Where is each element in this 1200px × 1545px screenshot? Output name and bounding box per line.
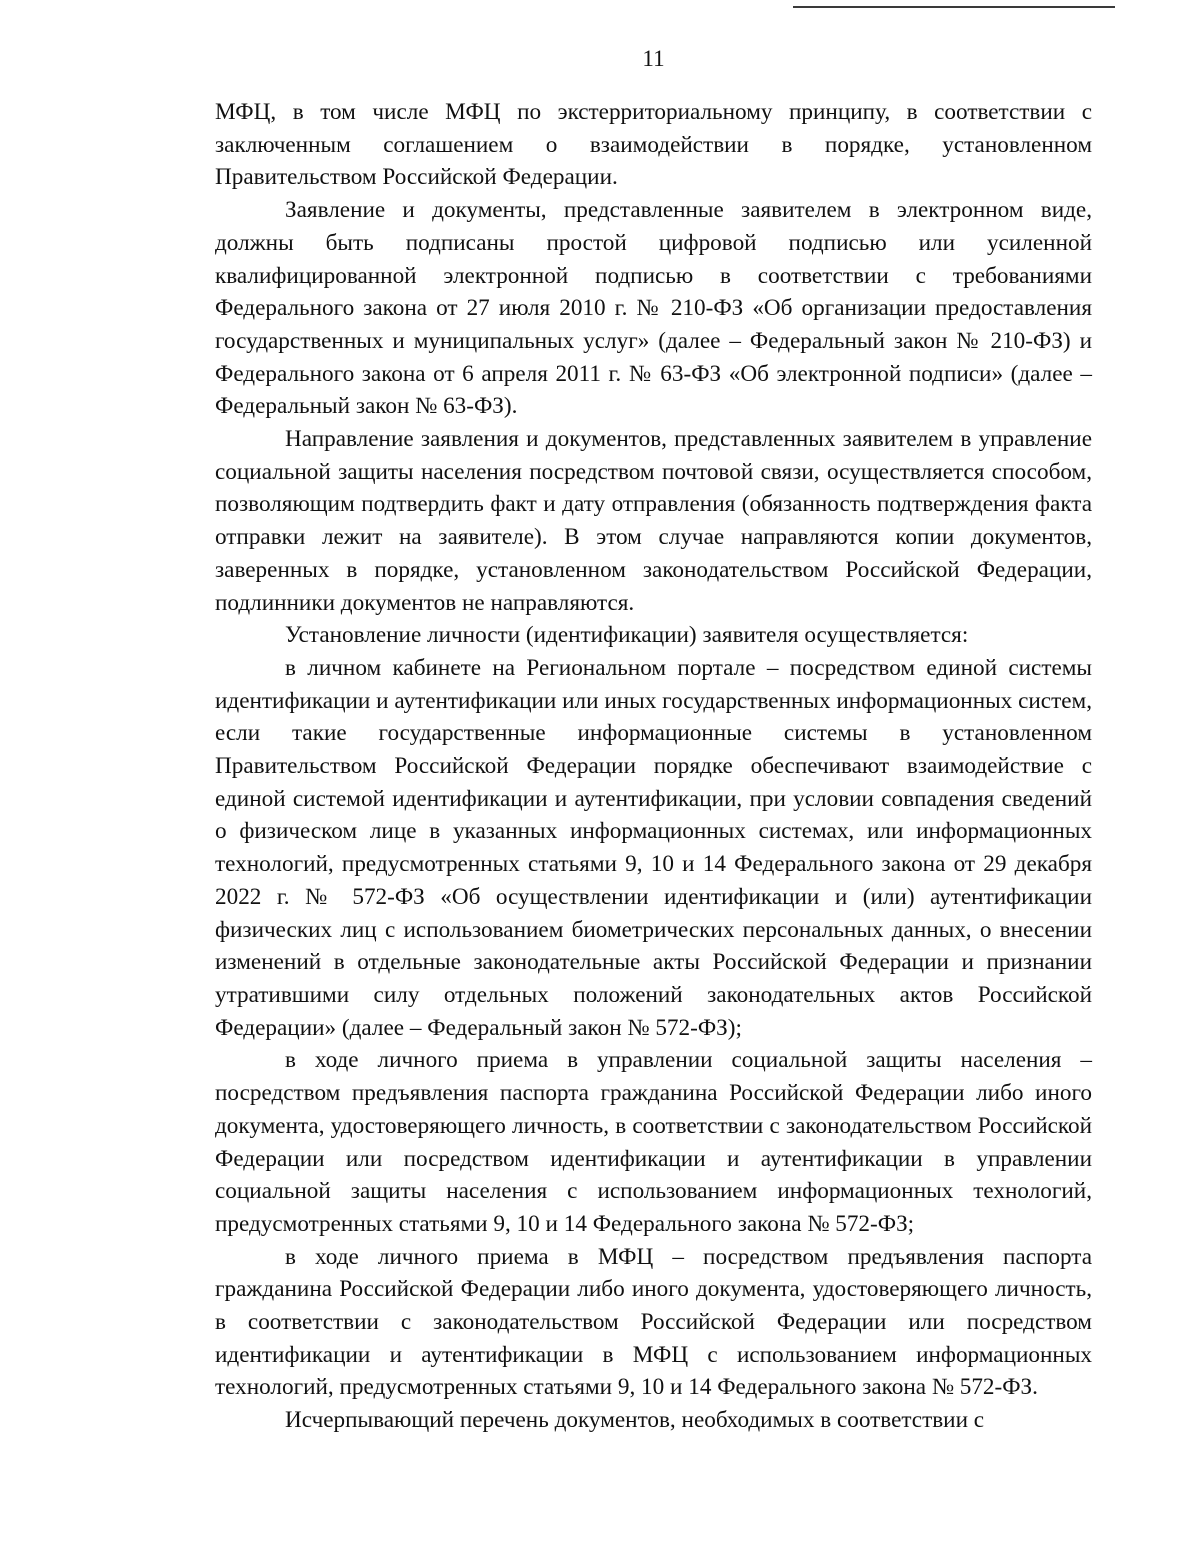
paragraph-identification-mfc: в ходе личного приема в МФЦ – посредством предъявления паспорта гражданина Российской Федерации либо иного документа, удостоверяющего личность, в соответствии с законодательством Российской Федерации или посредством идентификации и аутентификации в МФЦ с использованием информационных технологий, предусмотренных статьями 9, 10 и 14 Федерального закона № 572-ФЗ. (215, 1243, 1092, 1401)
paragraph-electronic-signature: Заявление и документы, представленные заявителем в электронном виде, должны быть подписаны простой цифровой подписью или усиленной квалифицированной электронной подписью в соответствии с требованиями Федерального закона от 27 июля 2010 г. № 210-ФЗ «Об организации предоставления государственных и муниципальных услуг» (далее – Федеральный закон № 210-ФЗ) и Федерального закона от 6 апреля 2011 г. № 63-ФЗ «Об электронной подписи» (далее – Федеральный закон № 63-ФЗ). (215, 197, 1092, 420)
page-number: 11 (642, 46, 665, 71)
top-rule (793, 6, 1115, 8)
document-body (215, 96, 1092, 1437)
paragraph-identification-intro: Установление личности (идентификации) заявителя осуществляется: (285, 622, 969, 649)
paragraph-postal-delivery: Направление заявления и документов, представленных заявителем в управление социальной защиты населения посредством почтовой связи, осуществляется способом, позволяющим подтвердить факт и дату отправления (обязанность подтверждения факта отправки лежит на заявителе). В этом случае направляются копии документов, заверенных в порядке, установленном законодательством Российской Федерации, подлинники документов не направляются. (215, 426, 1092, 616)
paragraph-documents-list: Исчерпывающий перечень документов, необходимых в соответствии с (285, 1407, 985, 1434)
paragraph-continuation: МФЦ, в том числе МФЦ по экстерриториальному принципу, в соответствии с заключенным соглашением о взаимодействии в порядке, установленном Правительством Российской Федерации. (215, 99, 1092, 191)
paragraph-identification-social-office: в ходе личного приема в управлении социальной защиты населения – посредством предъявления паспорта гражданина Российской Федерации либо иного документа, удостоверяющего личность, в соответствии с законодательством Российской Федерации или посредством идентификации и аутентификации в управлении социальной защиты населения с использованием информационных технологий, предусмотренных статьями 9, 10 и 14 Федерального закона № 572-ФЗ; (215, 1047, 1092, 1237)
paragraph-identification-portal: в личном кабинете на Региональном портале – посредством единой системы идентификации и аутентификации или иных государственных информационных систем, если такие государственные информационные системы в установленном Правительством Российской Федерации порядке обеспечивают взаимодействие с единой системой идентификации и аутентификации, при условии совпадения сведений о физическом лице в указанных информационных системах, или информационных технологий, предусмотренных статьями 9, 10 и 14 Федерального закона от 29 декабря 2022 г. № 572-ФЗ «Об осуществлении идентификации и (или) аутентификации физических лиц с использованием биометрических персональных данных, о внесении изменений в отдельные законодательные акты Российской Федерации и признании утратившими силу отдельных положений законодательных актов Российской Федерации» (далее – Федеральный закон № 572-ФЗ); (215, 654, 1092, 1041)
